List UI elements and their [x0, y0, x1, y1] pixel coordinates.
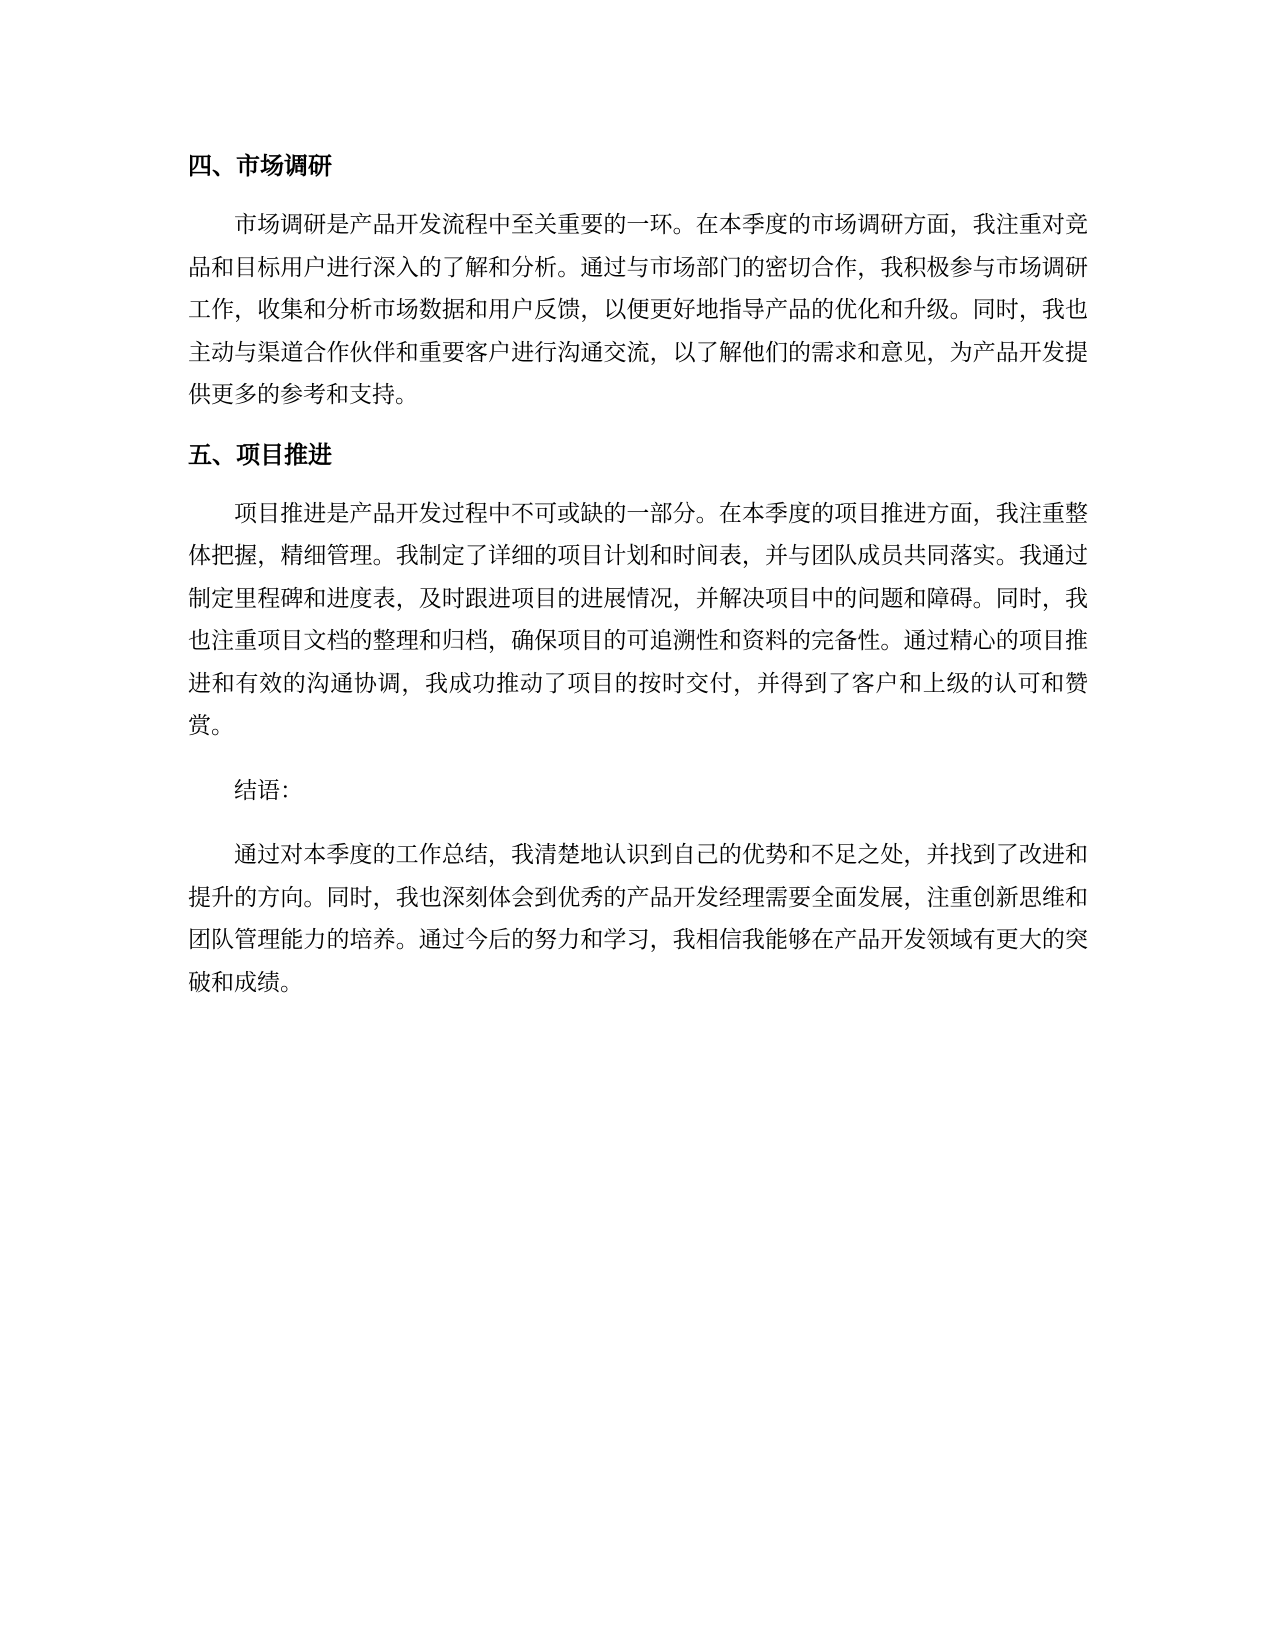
conclusion-paragraph: 通过对本季度的工作总结，我清楚地认识到自己的优势和不足之处，并找到了改进和提升的方向。同时，我也深刻体会到优秀的产品开发经理需要全面发展，注重创新思维和团队管理能力的培养。通过今后的努力和学习，我相信我能够在产品开发领域有更大的突破和成绩。 — [188, 842, 1088, 996]
section-heading-project-progress: 五、项目推进 — [188, 440, 332, 469]
conclusion-label: 结语： — [234, 777, 303, 804]
document-body — [188, 148, 1088, 1004]
section-heading-market-research: 四、市场调研 — [188, 152, 332, 180]
section-paragraph-market-research: 市场调研是产品开发流程中至关重要的一环。在本季度的市场调研方面，我注重对竞品和目标用户进行深入的了解和分析。通过与市场部门的密切合作，我积极参与市场调研工作，收集和分析市场数据和用户反馈，以便更好地指导产品的优化和升级。同时，我也主动与渠道合作伙伴和重要客户进行沟通交流，以了解他们的需求和意见，为产品开发提供更多的参考和支持。 — [188, 212, 1088, 408]
section-paragraph-project-progress: 项目推进是产品开发过程中不可或缺的一部分。在本季度的项目推进方面，我注重整体把握，精细管理。我制定了详细的项目计划和时间表，并与团队成员共同落实。我通过制定里程碑和进度表，及时跟进项目的进展情况，并解决项目中的问题和障碍。同时，我也注重项目文档的整理和归档，确保项目的可追溯性和资料的完备性。通过精心的项目推进和有效的沟通协调，我成功推动了项目的按时交付，并得到了客户和上级的认可和赞赏。 — [188, 500, 1088, 739]
